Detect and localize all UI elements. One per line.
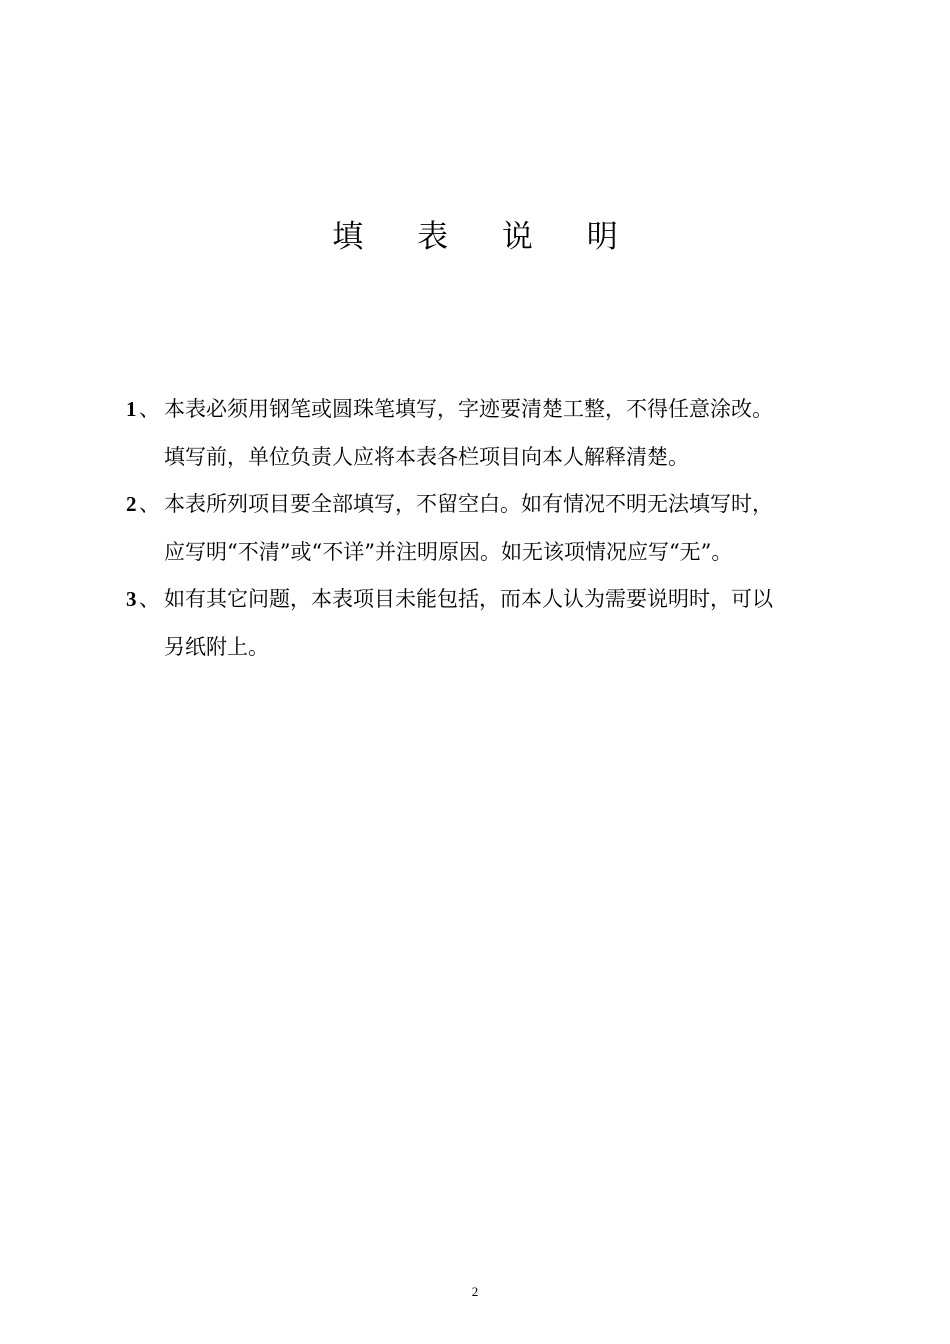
instruction-item-3 bbox=[126, 576, 866, 671]
instruction-separator: 、 bbox=[139, 492, 160, 516]
instruction-separator: 、 bbox=[139, 397, 160, 421]
instruction-item-2 bbox=[126, 481, 866, 576]
instruction-number: 2 bbox=[126, 492, 137, 516]
instruction-line: 另纸附上。 bbox=[164, 634, 269, 659]
instruction-text bbox=[164, 481, 866, 576]
instruction-line: 应写明“不清”或“不详”并注明原因。如无该项情况应写“无”。 bbox=[164, 539, 733, 564]
instruction-line: 填写前，单位负责人应将本表各栏项目向本人解释清楚。 bbox=[164, 444, 689, 469]
instruction-text bbox=[164, 386, 866, 481]
instruction-item-1 bbox=[126, 386, 866, 481]
instruction-line: 如有其它问题，本表项目未能包括，而本人认为需要说明时，可以 bbox=[164, 587, 773, 611]
instructions-list bbox=[126, 386, 866, 671]
instruction-number: 3 bbox=[126, 587, 137, 611]
instruction-line: 本表必须用钢笔或圆珠笔填写，字迹要清楚工整，不得任意涂改。 bbox=[164, 397, 773, 421]
page-number: 2 bbox=[471, 1284, 479, 1299]
instruction-separator: 、 bbox=[139, 587, 160, 611]
instruction-line: 本表所列项目要全部填写，不留空白。如有情况不明无法填写时， bbox=[164, 492, 773, 516]
page-title: 填 表 说 明 bbox=[332, 219, 640, 255]
instruction-number: 1 bbox=[126, 397, 137, 421]
instruction-text bbox=[164, 576, 866, 671]
